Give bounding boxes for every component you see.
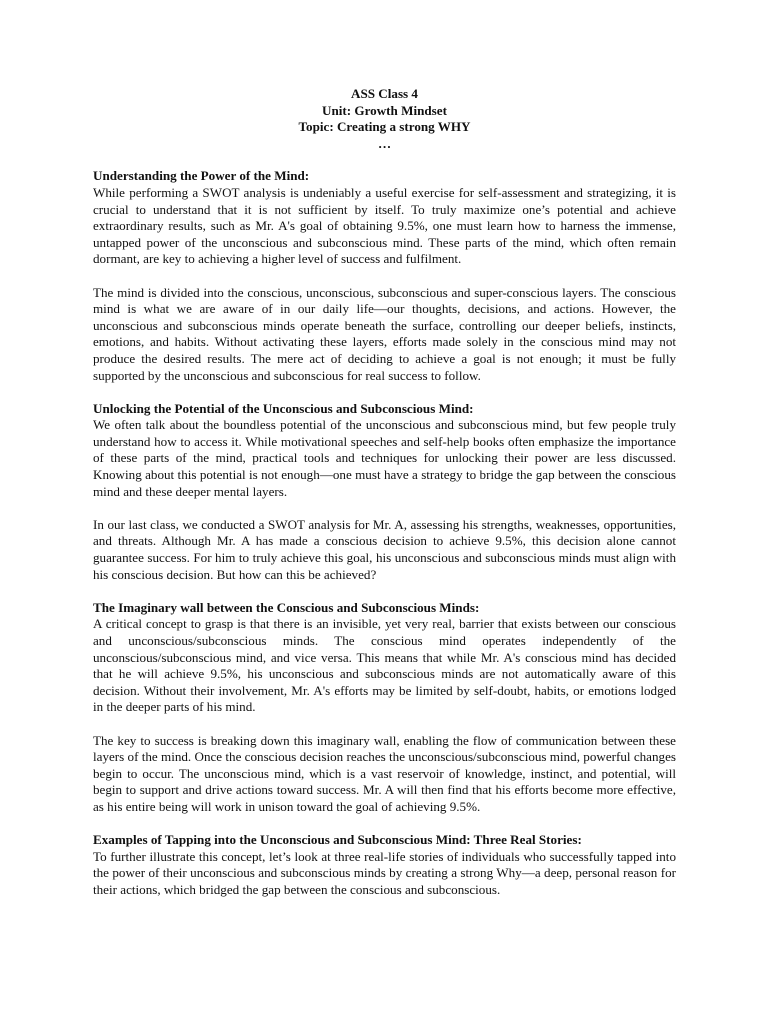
topic-title: Topic: Creating a strong WHY (298, 119, 471, 135)
paragraph-gap (93, 384, 676, 401)
document-header (93, 86, 676, 152)
header-ellipsis: … (377, 135, 392, 151)
paragraph: To further illustrate this concept, let’s look at three real-life stories of individuals who successfully tapped into the power of their unconscious and subconscious minds by creating a strong Why—a deep, personal reason for their actions, which bridged the gap between the conscious and subconscious. (93, 848, 676, 897)
unit-title: Unit: Growth Mindset (322, 102, 447, 118)
document-page (93, 86, 676, 899)
paragraph: The key to success is breaking down this imaginary wall, enabling the flow of communication between these layers of the mind. Once the conscious decision reaches the unconscious/subconscious mind, powerful changes begin to occur. The unconscious mind, which is a vast reservoir of knowledge, instinct, and potential, will begin to support and drive actions toward success. Mr. A will then find that his efforts become more effective, as his entire being will work in unison toward the goal of achieving 9.5%. (93, 732, 676, 814)
paragraph: While performing a SWOT analysis is undeniably a useful exercise for self-assessment and strategizing, it is crucial to understand that it is not sufficient by itself. To truly maximize one’s potential and achieve extraordinary results, such as Mr. A's goal of obtaining 9.5%, one must learn how to harness the immense, untapped power of the unconscious and subconscious mind. These parts of the mind, which often remain dormant, are key to achieving a higher level of success and fulfilment. (93, 184, 676, 267)
paragraph: A critical concept to grasp is that there is an invisible, yet very real, barrier that exists between our conscious and unconscious/subconscious minds. The conscious mind operates independently of the unconscious/subconscious mind, and vice versa. This means that while Mr. A's conscious mind has decided that he will achieve 9.5%, his unconscious and subconscious minds are not automatically aware of this decision. Without their involvement, Mr. A's efforts may be limited by self-doubt, habits, or emotions lodged in the deeper parts of his mind. (93, 616, 676, 715)
paragraph-gap (93, 500, 676, 517)
paragraph: In our last class, we conducted a SWOT analysis for Mr. A, assessing his strengths, weaknesses, opportunities, and threats. Although Mr. A has made a conscious decision to achieve 9.5%, this decision alone cannot guarantee success. For him to truly achieve this goal, his unconscious and subconscious minds must align with his conscious decision. But how can this be achieved? (93, 516, 676, 582)
section-heading: Unlocking the Potential of the Unconscious and Subconscious Mind: (93, 400, 474, 416)
paragraph: We often talk about the boundless potential of the unconscious and subconscious mind, but few people truly understand how to access it. While motivational speeches and self-help books often emphasize the importance of these parts of the mind, practical tools and techniques for unlocking their power are less discussed. Knowing about this potential is not enough—one must have a strategy to bridge the gap between the conscious mind and these deeper mental layers. (93, 417, 676, 499)
section-heading: Examples of Tapping into the Unconscious and Subconscious Mind: Three Real Stories: (93, 832, 582, 848)
paragraph-gap (93, 716, 676, 733)
class-title: ASS Class 4 (351, 86, 418, 101)
paragraph-gap (93, 583, 676, 600)
paragraph: The mind is divided into the conscious, unconscious, subconscious and super-conscious layers. The conscious mind is what we are aware of in our daily life—our thoughts, decisions, and actions. However, the unconscious and subconscious minds operate beneath the surface, controlling our deeper beliefs, instincts, emotions, and habits. Without activating these layers, efforts made solely in the conscious mind may not produce the desired results. The mere act of deciding to achieve a goal is not enough; it must be fully supported by the unconscious and subconscious for real success to follow. (93, 284, 676, 383)
paragraph-gap (93, 268, 676, 285)
paragraph-gap (93, 816, 676, 833)
section-heading: The Imaginary wall between the Conscious and Subconscious Minds: (93, 599, 480, 615)
section-heading: Understanding the Power of the Mind: (93, 168, 310, 184)
